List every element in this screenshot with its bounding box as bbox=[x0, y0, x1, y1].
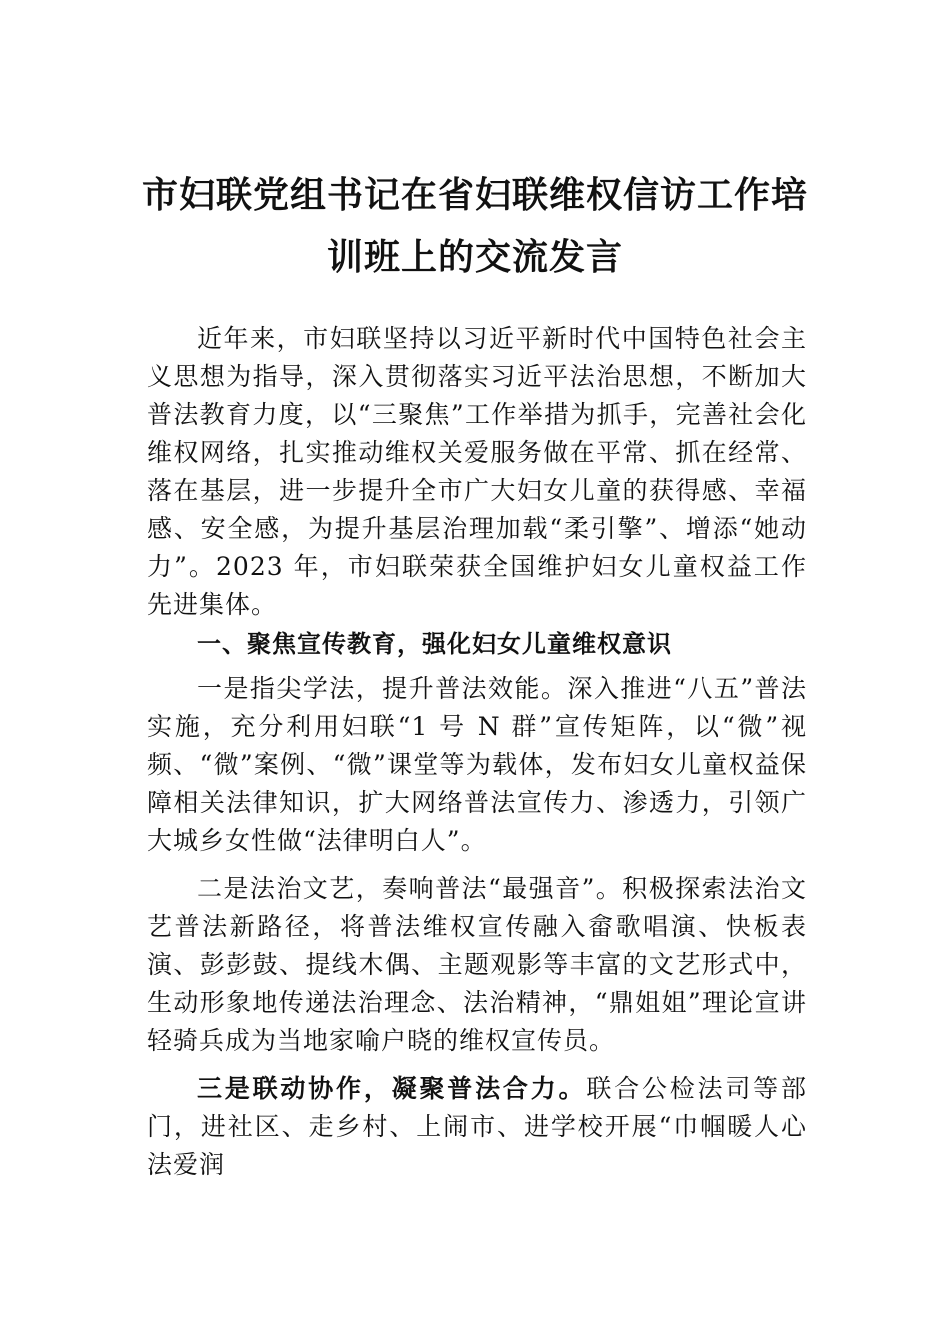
section-heading-1: 一、聚焦宣传教育，强化妇女儿童维权意识 bbox=[197, 630, 672, 658]
paragraph-3-body: 联合公检法司等部门，进社区、走乡村、上闹市、进学校开展“巾帼暖人心法爱润 bbox=[147, 1074, 807, 1179]
paragraph-2-body: 积极探索法治文艺普法新路径，将普法维权宣传融入畲歌唱演、快板表演、彭彭鼓、提线木偶、主题观影等丰富的文艺形式中，生动形象地传递法治理念、法治精神，“鼎姐姐”理论宣讲轻骑兵成为当地家喻户晓的维权宣传员。 bbox=[147, 874, 807, 1055]
paragraph-2-lead: 二是法治文艺，奏响普法“最强音”。 bbox=[197, 874, 623, 903]
paragraph-1-lead: 一是指尖学法，提升普法效能。 bbox=[197, 674, 568, 703]
paragraph-1-body: 深入推进“八五”普法实施，充分利用妇联“1 号 N 群”宣传矩阵，以“微”视频、“微”案例、“微”课堂等为载体，发布妇女儿童权益保障相关法律知识，扩大网络普法宣传力、渗透力，引领广大城乡女性做“法律明白人”。 bbox=[147, 674, 807, 855]
document-title bbox=[140, 165, 810, 289]
title-line-1: 市妇联党组书记在省妇联维权信访工作培 bbox=[141, 175, 808, 216]
paragraph-3 bbox=[147, 1070, 807, 1184]
intro-paragraph: 近年来，市妇联坚持以习近平新时代中国特色社会主义思想为指导，深入贯彻落实习近平法治思想，不断加大普法教育力度，以“三聚焦”工作举措为抓手，完善社会化维权网络，扎实推动维权关爱服务做在平常、抓在经常、落在基层，进一步提升全市广大妇女儿童的获得感、幸福感、安全感，为提升基层治理加载“柔引擎”、增添“她动力”。2023 年，市妇联荣获全国维护妇女儿童权益工作先进集体。 bbox=[147, 324, 807, 619]
paragraph-1 bbox=[147, 670, 807, 860]
paragraph-2 bbox=[147, 870, 807, 1060]
document-body bbox=[147, 320, 807, 1184]
title-line-2: 训班上的交流发言 bbox=[326, 237, 623, 278]
paragraph-3-lead: 三是联动协作，凝聚普法合力。 bbox=[197, 1074, 587, 1103]
